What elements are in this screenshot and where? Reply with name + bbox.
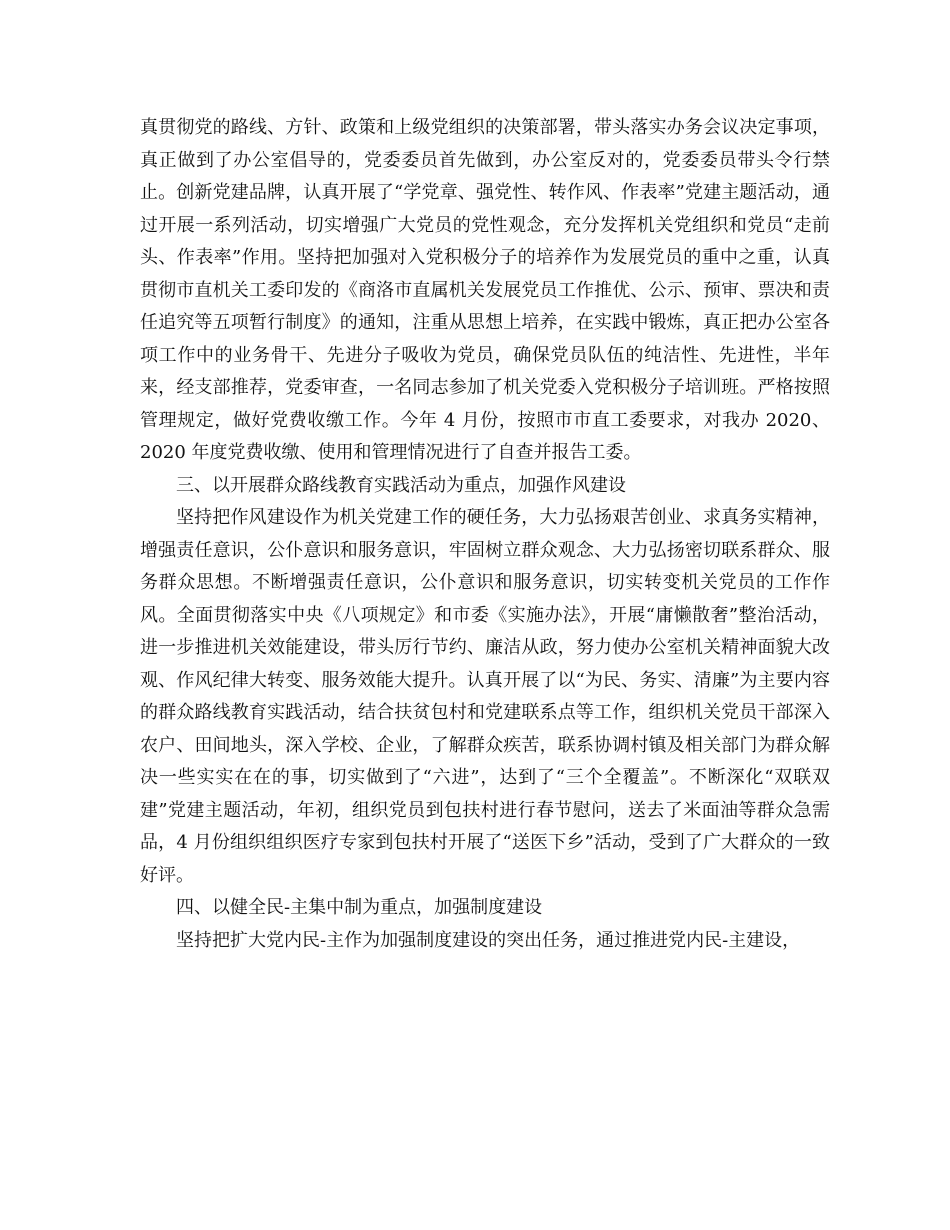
- section-heading-work-style: 三、以开展群众路线教育实践活动为重点，加强作风建设: [176, 474, 626, 496]
- paragraph-party-building: 真贯彻党的路线、方针、政策和上级党组织的决策部署，带头落实办务会议决定事项，真正做到了办公室倡导的，党委委员首先做到，办公室反对的，党委委员带头令行禁止。创新党建品牌，认真开展了“学党章、强党性、转作风、作表率”党建主题活动，通过开展一系列活动，切实增强广大党员的党性观念，充分发挥机关党组织和党员“走前头、作表率”作用。坚持把加强对入党积极分子的培养作为发展党员的重中之重，认真贯彻市直机关工委印发的《商洛市直属机关发展党员工作推优、公示、预审、票决和责任追究等五项暂行制度》的通知，注重从思想上培养，在实践中锻炼，真正把办公室各项工作中的业务骨干、先进分子吸收为党员，确保党员队伍的纯洁性、先进性，半年来，经支部推荐，党委审查，一名同志参加了机关党委入党积极分子培训班。严格按照管理规定，做好党费收缴工作。今年 4 月份，按照市市直工委要求，对我办 2020、2020 年度党费收缴、使用和管理情况进行了自查并报告工委。: [140, 117, 830, 463]
- document-body: [140, 112, 830, 957]
- paragraph-system-building: 坚持把扩大党内民-主作为加强制度建设的突出任务，通过推进党内民-主建设，: [176, 929, 801, 951]
- paragraph-work-style: 坚持把作风建设作为机关党建工作的硬任务，大力弘扬艰苦创业、求真务实精神，增强责任意识，公仆意识和服务意识，牢固树立群众观念、大力弘扬密切联系群众、服务群众思想。不断增强责任意识，公仆意识和服务意识，切实转变机关党员的工作作风。全面贯彻落实中央《八项规定》和市委《实施办法》，开展“庸懒散奢”整治活动，进一步推进机关效能建设，带头厉行节约、廉洁从政，努力使办公室机关精神面貌大改观、作风纪律大转变、服务效能大提升。认真开展了以“为民、务实、清廉”为主要内容的群众路线教育实践活动，结合扶贫包村和党建联系点等工作，组织机关党员干部深入农户、田间地头，深入学校、企业，了解群众疾苦，联系协调村镇及相关部门为群众解决一些实实在在的事，切实做到了“六进”，达到了“三个全覆盖”。不断深化“双联双建”党建主题活动，年初，组织党员到包扶村进行春节慰问，送去了米面油等群众急需品，4 月份组织组织医疗专家到包扶村开展了“送医下乡”活动，受到了广大群众的一致好评。: [140, 507, 830, 886]
- section-heading-system-building: 四、以健全民-主集中制为重点，加强制度建设: [176, 897, 543, 918]
